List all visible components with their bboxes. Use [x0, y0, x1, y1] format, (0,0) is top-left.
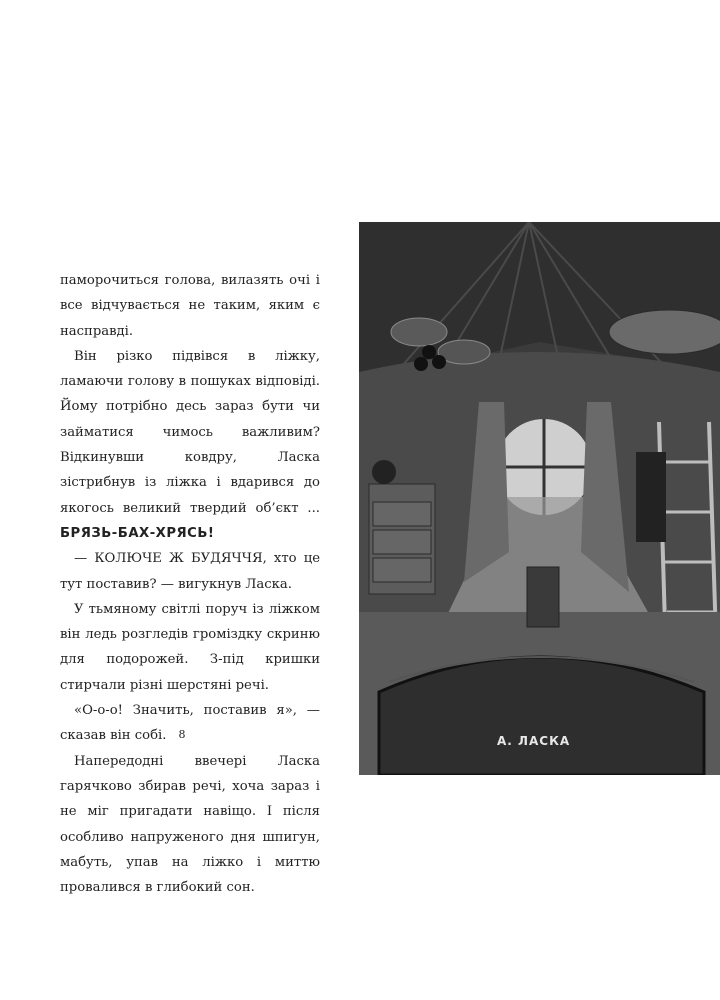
paragraph: — КОЛЮЧЕ Ж БУДЯЧЧЯ, хто це тут поставив? — вигукнув Ласка. — [60, 551, 320, 592]
paragraph: У тьмяному світлі поруч із ліжком він ледь розгледів громіздку скриню для подорожей. З-під кришки стирчали різні шерстяні речі. — [60, 601, 320, 693]
sound-effect: БРЯЗЬ-БАХ-ХРЯСЬ! — [60, 525, 215, 541]
paragraph: «О-о-о! Значить, поставив я», — сказав він собі. — [60, 703, 320, 744]
paragraph: Напередодні ввечері Ласка гарячково збирав речі, хоча зараз і не міг пригадати навіщо. І після особливо напруженого дня шпигун, мабуть, упав на ліжко і миттю провалився в глибокий сон. — [60, 753, 320, 896]
paragraph — [60, 344, 320, 546]
text-column — [60, 268, 320, 900]
bedroom-scene-image — [359, 222, 720, 775]
page-number: 8 — [178, 728, 186, 741]
paragraph: паморочиться голова, вилазять очі і все відчувається не таким, яким є насправді. — [60, 273, 320, 339]
illustration — [359, 222, 720, 775]
chest-label: А. ЛАСКА — [497, 734, 571, 748]
paragraph-text: Він різко підвівся в ліжку, ламаючи голову в пошуках відповіді. Йому потрібно десь зараз бути чи займатися чимось важливим? Відкинувши ковдру, Ласка зістрибнув із ліжка і вдарився до якогось великий твердий об’єкт ... — [60, 348, 320, 516]
